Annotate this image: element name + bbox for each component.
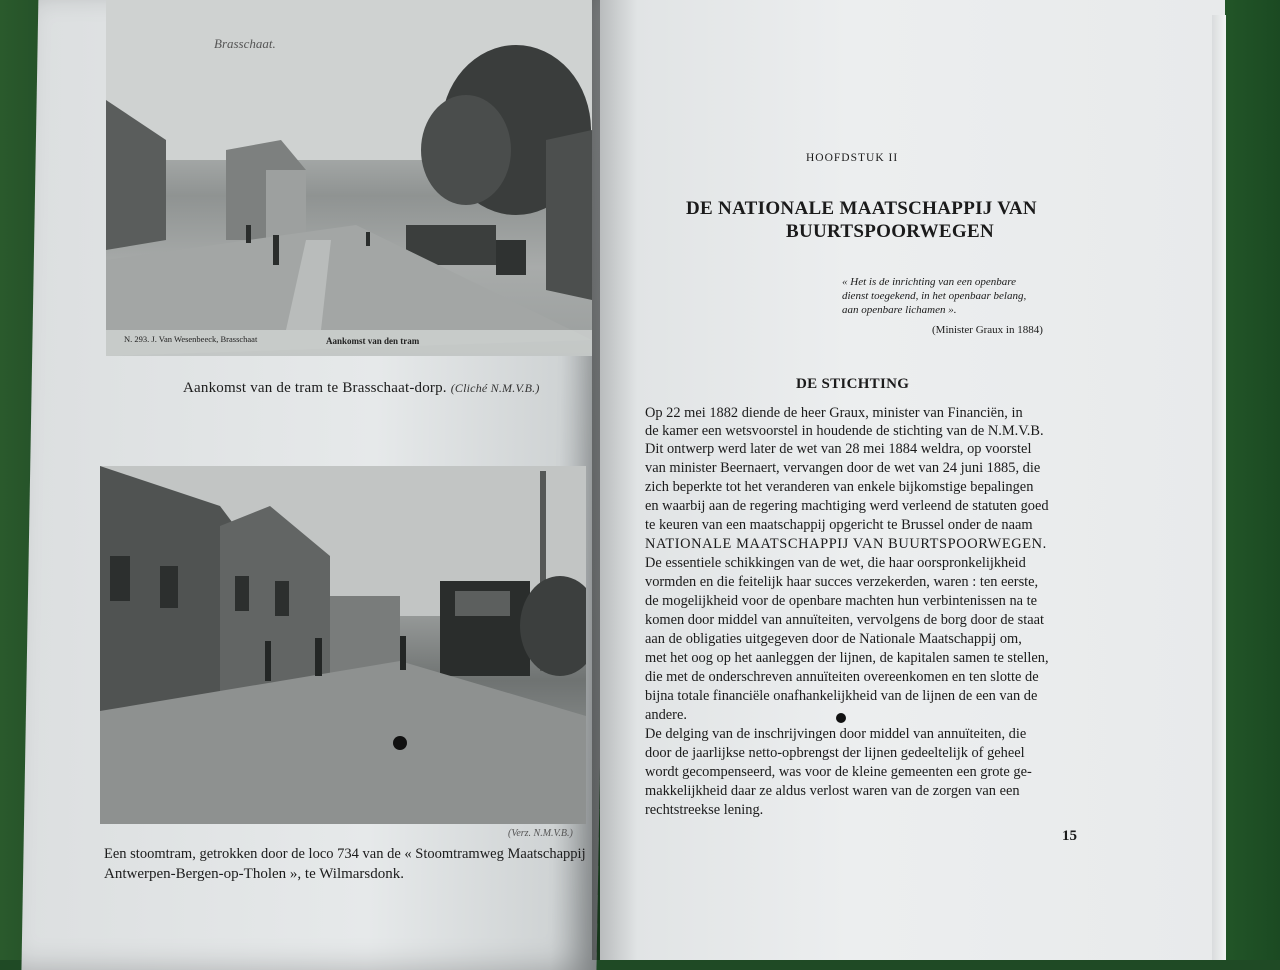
text-line: te keuren van een maatschappij opgericht te Brussel onder de naam xyxy=(645,517,1033,533)
section-heading: DE STICHTING xyxy=(796,376,910,392)
text-line: met het oog op het aanleggen der lijnen, de kapitalen samen te stellen, xyxy=(645,650,1049,666)
text-line: en waarbij aan de regering machtiging werd verleend de statuten goed xyxy=(645,498,1049,514)
epigraph-line: aan openbare lichamen ». xyxy=(842,304,957,316)
epigraph-source: (Minister Graux in 1884) xyxy=(932,324,1043,336)
text-line: vormden en die feitelijk haar succes verzekerden, waren : ten eerste, xyxy=(645,574,1039,590)
text-line: Dit ontwerp werd later de wet van 28 mei 1884 weldra, op voorstel xyxy=(645,441,1032,457)
text-line: komen door middel van annuïteiten, vervolgens de borg door de staat xyxy=(645,612,1044,628)
text-line: makkelijkheid daar ze aldus verlost waren van de zorgen van een xyxy=(645,783,1020,799)
text-line: aan de obligaties uitgegeven door de Nationale Maatschappij om, xyxy=(645,631,1022,647)
text-line: van minister Beernaert, vervangen door de wet van 24 juni 1885, die xyxy=(645,460,1041,476)
text-line: de kamer een wetsvoorstel in houdende de stichting van de N.M.V.B. xyxy=(645,423,1044,439)
chapter-title-line1: DE NATIONALE MAATSCHAPPIJ VAN xyxy=(686,198,1037,219)
photo1-caption-right: Aankomst van den tram xyxy=(326,336,420,346)
text-line: zich beperkte tot het veranderen van enkele bijkomstige bepalingen xyxy=(645,479,1034,495)
text-line: bijna totale financiële onafhankelijkheid van de lijnen de een van de xyxy=(645,688,1038,704)
caption-1-text: Aankomst van de tram te Brasschaat-dorp. xyxy=(183,380,447,396)
text-line: de mogelijkheid voor de openbare machten hun verbintenissen na te xyxy=(645,593,1038,609)
caption-2-credit: (Verz. N.M.V.B.) xyxy=(508,828,573,839)
text-line: rechtstreekse lening. xyxy=(645,802,764,818)
caption-2-line1: Een stoomtram, getrokken door de loco 734 van de « Stoomtramweg Maatschappij xyxy=(104,846,586,862)
chapter-heading: HOOFDSTUK II xyxy=(806,152,899,164)
caption-1 xyxy=(183,380,540,397)
photo1-handwriting: Brasschaat. xyxy=(214,36,276,51)
page-number: 15 xyxy=(1062,828,1077,844)
text-line: andere. xyxy=(645,707,687,723)
text-line: Op 22 mei 1882 diende de heer Graux, minister van Financiën, in xyxy=(645,405,1023,421)
photo-brasschaat-tram xyxy=(106,0,592,356)
text-line: De essentiele schikkingen van de wet, die haar oorspronkelijkheid xyxy=(645,555,1026,571)
photo-steam-tram-wilmarsdonk xyxy=(100,466,586,824)
chapter-title-line2: BUURTSPOORWEGEN xyxy=(786,221,994,242)
photo1-caption-left: N. 293. J. Van Wesenbeeck, Brasschaat xyxy=(124,334,258,344)
epigraph-line: dienst toegekend, in het openbaar belang, xyxy=(842,290,1027,302)
caption-1-credit: (Cliché N.M.V.B.) xyxy=(450,381,540,395)
caption-2-line2: Antwerpen-Bergen-op-Tholen », te Wilmarsdonk. xyxy=(104,866,405,882)
text-line: NATIONALE MAATSCHAPPIJ VAN BUURTSPOORWEGEN. xyxy=(645,536,1047,552)
text-line: De delging van de inschrijvingen door middel van annuïteiten, die xyxy=(645,726,1027,742)
ink-spot xyxy=(836,713,846,723)
text-line: die met de onderschreven annuïteiten overeenkomen en ten slotte de xyxy=(645,669,1039,685)
text-line: wordt gecompenseerd, was voor de kleine gemeenten een grote ge- xyxy=(645,764,1032,780)
epigraph-line: « Het is de inrichting van een openbare xyxy=(842,276,1017,288)
text-line: door de jaarlijkse netto-opbrengst der lijnen gedeeltelijk of geheel xyxy=(645,745,1025,761)
right-page-edge xyxy=(1212,15,1226,960)
